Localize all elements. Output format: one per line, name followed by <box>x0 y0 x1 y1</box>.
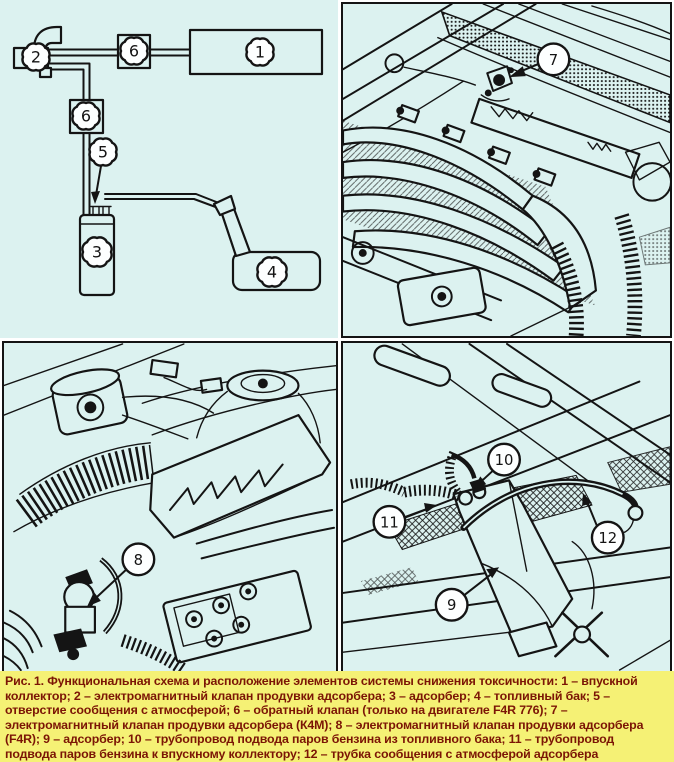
figure-caption: Рис. 1. Функциональная схема и расположение элементов системы снижения токсичности: 1 – впускной коллектор; 2 – электромагнитный клапан продувки адсорбера; 3 – адсорбер; 4 – топливный бак; 5 – отверстие сообщения с атмосферой; 6 – обратный клапан (только на двигателе F4R 776); 7 – электромагнитный клапан продувки адсорбера (К4М); 8 – электромагнитный клапан продувки адсорбера (F4R); 9 – адсорбер; 10 – трубопровод подвода паров бензина из топливного бака; 11 – трубопровод подвода паров бензина к впускному коллектору; 12 – трубка сообщения с атмосферой адсорбера <box>0 671 674 762</box>
svg-text:3: 3 <box>91 242 103 262</box>
engine-top-view-panel <box>341 2 672 338</box>
underbody-view-panel <box>341 341 672 671</box>
schematic-diagram-panel <box>0 0 338 338</box>
svg-text:10: 10 <box>494 452 514 470</box>
purge-valve-k4m <box>481 66 514 101</box>
air-cleaner-housing <box>150 415 330 538</box>
purge-valve-f4r <box>53 559 120 660</box>
svg-text:6: 6 <box>80 106 92 126</box>
callout-6b-badge <box>72 102 99 129</box>
svg-text:7: 7 <box>548 51 559 69</box>
intake-hose <box>26 462 152 514</box>
callout-3-badge <box>82 237 111 266</box>
callout-7-badge <box>538 44 570 76</box>
callout-6a-badge <box>120 37 147 64</box>
callout-8-badge <box>123 544 155 576</box>
callout-1-badge <box>246 38 273 65</box>
svg-text:9: 9 <box>446 597 457 615</box>
svg-text:1: 1 <box>254 42 266 62</box>
battery-mount <box>163 570 312 663</box>
callout-4-badge <box>257 257 286 286</box>
callout-2-badge <box>22 43 49 70</box>
callout-11-badge <box>374 506 406 538</box>
engine-compartment-left-panel <box>2 341 338 671</box>
callout-5-badge <box>89 138 116 165</box>
callout-9-badge <box>436 589 468 621</box>
svg-text:12: 12 <box>598 530 618 548</box>
svg-text:5: 5 <box>97 142 109 162</box>
svg-text:6: 6 <box>128 41 140 61</box>
reservoir-cylinder <box>49 364 129 435</box>
callout-12-badge <box>592 522 624 554</box>
svg-text:11: 11 <box>380 514 399 532</box>
vapor-pipes <box>351 453 486 505</box>
svg-text:4: 4 <box>266 262 278 282</box>
callout-10-badge <box>488 444 520 476</box>
svg-text:8: 8 <box>133 551 144 569</box>
svg-text:2: 2 <box>30 47 42 67</box>
